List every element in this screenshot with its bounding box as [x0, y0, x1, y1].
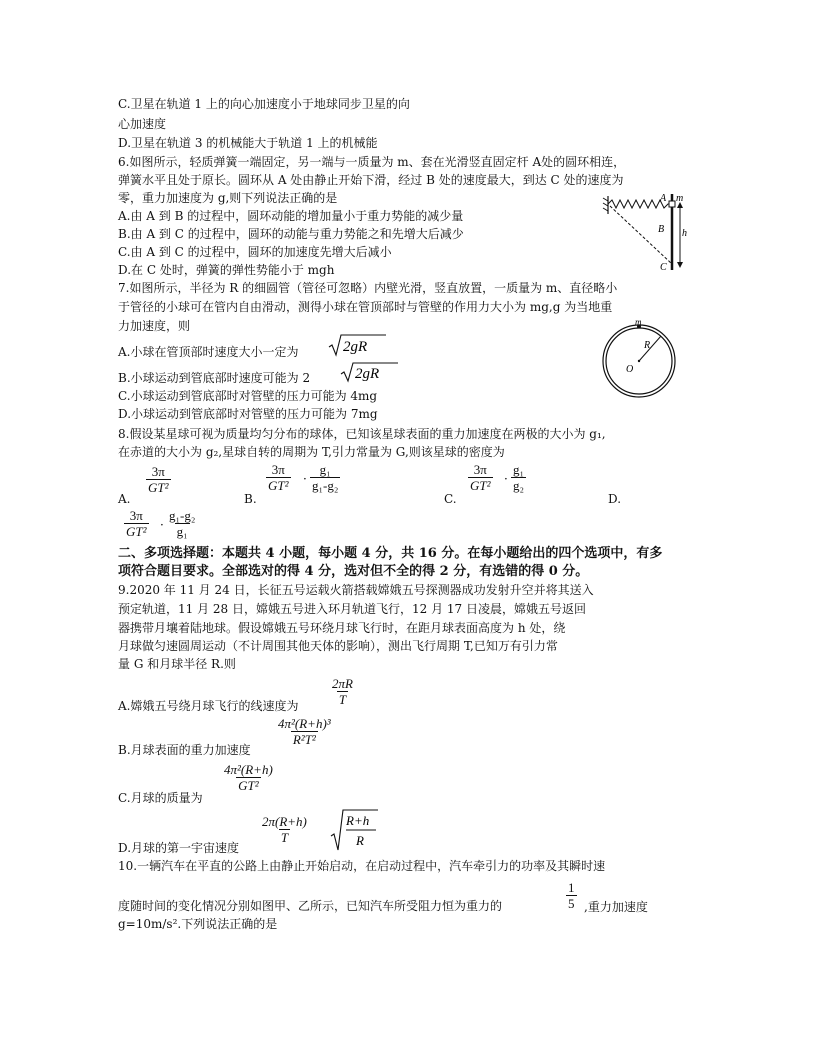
q8-option-b-label: B. [244, 492, 257, 506]
q9d-rad-num: R+h [346, 813, 370, 828]
q6-option-d: D.在 C 处时，弹簧的弹性势能小于 mgh [118, 263, 335, 277]
q8-line-2: 在赤道的大小为 g₂,星球自转的周期为 T,引力常量为 G,则该星球的密度为 [118, 445, 505, 459]
q8-option-d-label: D. [608, 492, 622, 506]
q6-label-b: B [658, 224, 665, 235]
q9-option-d-frac: $\frac{2\pi(R+h)}{T}$ [262, 814, 307, 845]
q10-fraction-one-fifth: $\frac{1}{5}$ [568, 880, 575, 911]
q8-option-c-frac1: $\frac{3\pi}{\text{GT²}}$ [470, 462, 491, 493]
q6-option-a: A.由 A 到 B 的过程中，圆环动能的增加量小于重力势能的减少量 [118, 209, 464, 223]
q10-line-3: g=10m/s².下列说法正确的是 [118, 917, 278, 931]
q7-option-c: C.小球运动到管底部时对管壁的压力可能为 4mg [118, 389, 378, 403]
q10-line-2-tail: ,重力加速度 [584, 900, 648, 914]
section-2-line-1: 二、多项选择题：本题共 4 小题，每小题 4 分，共 16 分。在每小题给出的四个选项中，有多 [118, 546, 663, 561]
q6-option-c: C.由 A 到 C 的过程中，圆环的加速度先增大后减小 [118, 245, 392, 259]
q6-label-h: h [682, 228, 687, 239]
q8-option-d-frac1: $\frac{3\pi}{\text{GT²}}$ [126, 508, 147, 539]
q10-line-1: 10.一辆汽车在平直的公路上由静止开始启动，在启动过程中，汽车牵引力的功率及其瞬时速 [118, 859, 606, 873]
q8-option-a-label: A. [118, 492, 131, 506]
q9-line-4: 月球做匀速圆周运动（不计周围其他天体的影响），测出飞行周期 T,已知万有引力常 [118, 639, 558, 653]
q7-line-3: 力加速度，则 [118, 319, 191, 333]
q7-line-1: 7.如图所示，半径为 R 的细圆管（管径可忽略）内壁光滑，竖直放置，一质量为 m、直径略小 [118, 281, 618, 295]
q6-line-1: 6.如图所示，轻质弹簧一端固定，另一端与一质量为 m、套在光滑竖直固定杆 A处的圆环相连， [118, 155, 626, 169]
q7b-radicand: 2gR [355, 366, 380, 382]
q7-label-r: R [644, 340, 651, 351]
q7-line-2: 于管径的小球可在管内自由滑动，测得小球在管顶部时与管壁的作用力大小为 mg,g 为当地重 [118, 300, 613, 314]
q6-option-b: B.由 A 到 C 的过程中，圆环的动能与重力势能之和先增大后减少 [118, 227, 464, 241]
q9-line-1: 9.2020 年 11 月 24 日，长征五号运载火箭搭载嫦娥五号探测器成功发射升空并将其送入 [118, 583, 594, 597]
q7a-radicand: 2gR [343, 339, 368, 355]
q6-label-c: C [660, 262, 667, 272]
q8-option-c-label: C. [444, 492, 457, 506]
q9d-rad-den: R [356, 833, 364, 848]
q8-option-c-dot: · [504, 472, 508, 486]
q8-option-d-dot: · [160, 518, 164, 532]
q9-option-a-formula: $\frac{2\pi R}{T}$ [332, 676, 353, 707]
q6-line-3: 零，重力加速度为 g,则下列说法正确的是 [118, 191, 338, 205]
q9-line-5: 量 G 和月球半径 R.则 [118, 657, 236, 671]
q6-label-m: m [676, 193, 684, 204]
q8-option-d-frac2: $\frac{\text{g₁-g₂}}{\text{g₁}}$ [169, 508, 196, 539]
q6-label-a: A [660, 193, 667, 204]
q7-label-m: m [635, 318, 642, 327]
q7-label-o: O [626, 364, 634, 375]
section-2-line-2: 项符合题目要求。全部选对的得 4 分，选对但不全的得 2 分，有选错的得 0 分。 [118, 564, 589, 579]
q8-option-c-frac2: $\frac{\text{g₁}}{\text{g₂}}$ [513, 462, 525, 493]
q9-option-b-formula: $\frac{\text{4π²(R+h)³}}{\text{R²T²}}$ [278, 716, 331, 747]
q8-option-b-frac2: $\frac{\text{g₁}}{\text{g₁-g₂}}$ [312, 462, 339, 493]
q9-line-3: 器携带月壤着陆地球。假设嫦娥五号环绕月球飞行时，在距月球表面高度为 h 处，绕 [118, 621, 566, 635]
q7-option-b: B.小球运动到管底部时速度可能为 2 [118, 371, 311, 385]
q8-option-a-formula: $\frac{3\pi}{\text{GT²}}$ [148, 464, 169, 495]
q6-figure [600, 190, 690, 272]
q7-option-d: D.小球运动到管底部时对管壁的压力可能为 7mg [118, 407, 378, 421]
q10-line-2: 度随时间的变化情况分别如图甲、乙所示，已知汽车所受阻力恒为重力的 [118, 899, 503, 913]
line-c-a: C.卫星在轨道 1 上的向心加速度小于地球同步卫星的向 [118, 97, 410, 111]
q9-option-c-formula: $\frac{\text{4π²(R+h)}}{\text{GT²}}$ [224, 762, 273, 793]
line-c-b: 心加速度 [118, 117, 167, 131]
q8-option-b-dot: · [303, 472, 307, 486]
line-d: D.卫星在轨道 3 的机械能大于轨道 1 上的机械能 [118, 136, 378, 150]
q9-option-b: B.月球表面的重力加速度 [118, 743, 251, 757]
q8-line-1: 8.假设某星球可视为质量均匀分布的球体，已知该星球表面的重力加速度在两极的大小为 g₁, [118, 427, 606, 441]
q7-option-a: A.小球在管顶部时速度大小一定为 [118, 345, 299, 359]
q7a-sqrt [328, 333, 388, 357]
q9-line-2: 预定轨道，11 月 28 日，嫦娥五号进入环月轨道飞行，12 月 17 日凌晨，嫦娥五号返回 [118, 602, 586, 616]
q9-option-d: D.月球的第一宇宙速度 [118, 841, 240, 855]
q7b-sqrt [340, 361, 400, 383]
q8-option-b-frac1: $\frac{3\pi}{\text{GT²}}$ [268, 462, 289, 493]
q9-option-d-sqrt [330, 808, 380, 852]
q6-line-2: 弹簧水平且处于原长。圆环从 A 处由静止开始下滑，经过 B 处的速度最大，到达 C 处的速度为 [118, 173, 624, 187]
q9-option-c: C.月球的质量为 [118, 791, 203, 805]
q7-figure [598, 318, 680, 400]
q9-option-a: A.嫦娥五号绕月球飞行的线速度为 [118, 699, 299, 713]
